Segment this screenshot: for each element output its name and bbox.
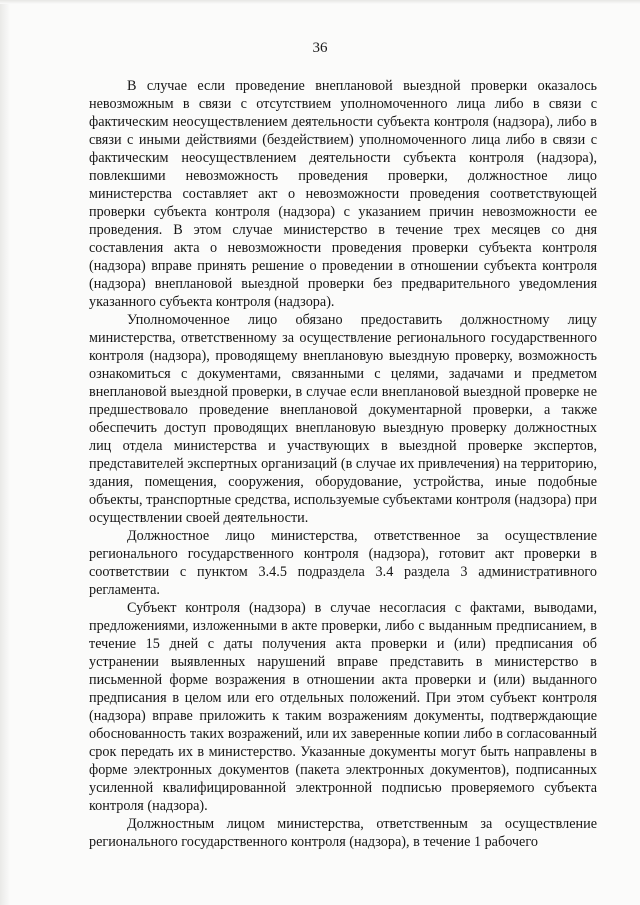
paragraph: Должностное лицо министерства, ответственное за осуществление регионального государственного контроля (надзора), готовит акт проверки в соответствии с пунктом 3.4.5 подраздела 3.4 раздела 3 административного регламента. (89, 528, 597, 598)
document-body (89, 77, 597, 851)
scan-top-edge (0, 0, 640, 4)
paragraph: Уполномоченное лицо обязано предоставить должностному лицу министерства, ответственному за осуществление регионального государственного контроля (надзора), проводящему внеплановую выездную проверку, возможность ознакомиться с документами, связанными с целями, задачами и предметом внеплановой выездной проверки, в случае если внеплановой выездной проверке не предшествовало проведение внеплановой документарной проверки, а также обеспечить доступ проводящих внеплановую выездную проверку должностных лиц отдела министерства и участвующих в выездной проверке экспертов, представителей экспертных организаций (в случае их привлечения) на территорию, здания, помещения, сооружения, оборудование, устройства, иные подобные объекты, транспортные средства, используемые субъектами контроля (надзора) при осуществлении своей деятельности. (89, 312, 597, 526)
paragraph: Субъект контроля (надзора) в случае несогласия с фактами, выводами, предложениями, изложенными в акте проверки, либо с выданным предписанием, в течение 15 дней с даты получения акта проверки и (или) предписания об устранении выявленных нарушений вправе представить в министерство в письменной форме возражения в отношении акта проверки и (или) выданного предписания в целом или его отдельных положений. При этом субъект контроля (надзора) вправе приложить к таким возражениям документы, подтверждающие обоснованность таких возражений, или их заверенные копии либо в согласованный срок передать их в министерство. Указанные документы могут быть направлены в форме электронных документов (пакета электронных документов), подписанных усиленной квалифицированной электронной подписью проверяемого субъекта контроля (надзора). (89, 600, 597, 814)
paragraph: В случае если проведение внеплановой выездной проверки оказалось невозможным в связи с отсутствием уполномоченного лица либо в связи с фактическим неосуществлением деятельности субъекта контроля (надзора), либо в связи с иными действиями (бездействием) уполномоченного лица либо в связи с фактическим неосуществлением деятельности субъекта контроля (надзора), повлекшими невозможность проведения проверки, должностное лицо министерства составляет акт о невозможности проведения соответствующей проверки субъекта контроля (надзора) с указанием причин невозможности ее проведения. В этом случае министерство в течение трех месяцев со дня составления акта о невозможности проведения проверки субъекта контроля (надзора) вправе принять решение о проведении в отношении субъекта контроля (надзора) внеплановой выездной проверки без предварительного уведомления указанного субъекта контроля (надзора). (89, 78, 597, 310)
scan-left-edge (0, 0, 10, 905)
page-number: 36 (312, 40, 328, 56)
paragraph: Должностным лицом министерства, ответственным за осуществление регионального государственного контроля (надзора), в течение 1 рабочего (89, 816, 597, 850)
